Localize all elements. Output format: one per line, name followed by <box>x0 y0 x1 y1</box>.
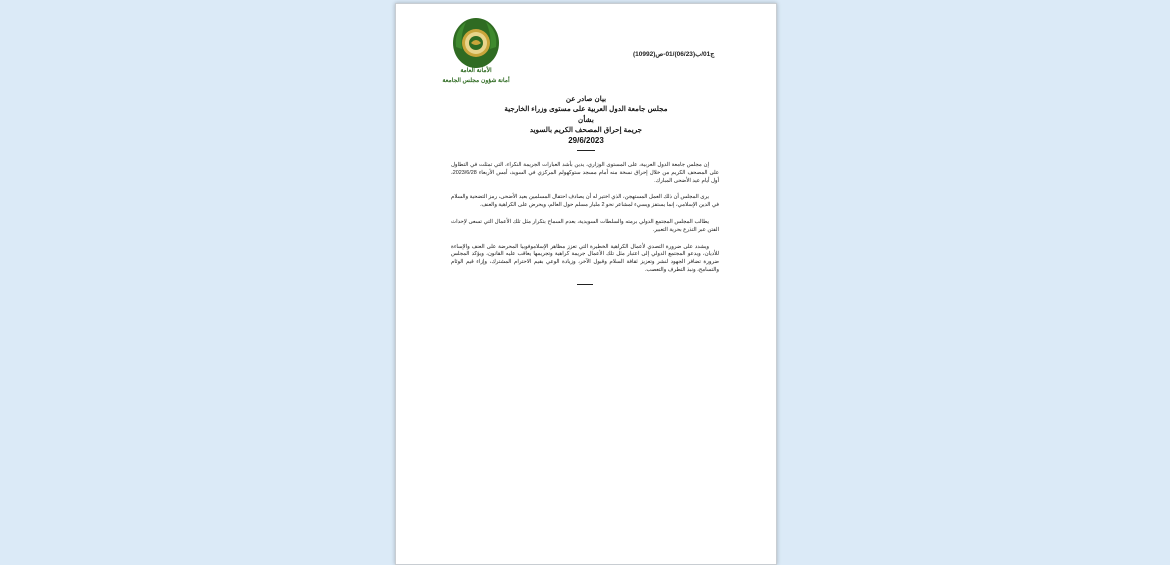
statement-heading <box>466 94 706 151</box>
statement-date: 29/6/2023 <box>568 135 604 145</box>
org-name: الأمانة العامة <box>460 68 492 74</box>
document-page <box>395 3 777 565</box>
heading-line-1: بيان صادر عن <box>565 94 607 103</box>
heading-divider <box>577 150 595 151</box>
heading-line-3: بشأن <box>578 114 594 124</box>
heading-line-2: مجلس جامعة الدول العربية على مستوى وزراء الخارجية <box>504 104 668 114</box>
org-department: أمانة شؤون مجلس الجامعة <box>442 78 510 84</box>
paragraph: إن مجلس جامعة الدول العربية، على المستوى الوزاري، يدين بأشد العبارات الجريمة النكراء، التي تمثلت في التطاول على المصحف الكريم من خلال إحراق نسخة منه أمام مسجد ستوكهولم المركزي في السويد، أمس الأربعاء 2023/6/28، أول أيام عيد الأضحى المبارك. <box>451 162 719 184</box>
statement-body <box>451 162 719 285</box>
reference-number: ج01/ب(06/23)/01-ص(10992) <box>633 51 715 58</box>
heading-line-4: جريمة إحراق المصحف الكريم بالسويد <box>529 125 643 135</box>
arab-league-emblem-icon <box>452 17 500 69</box>
closing-divider <box>577 284 593 285</box>
paragraph: يطالب المجلس المجتمع الدولي برمته والسلطات السويدية، بعدم السماح بتكرار مثل تلك الأعمال التي تسعى لإحداث الفتن عبر التذرع بحرية التعبير. <box>451 218 719 233</box>
paragraph: يرى المجلس أن ذلك العمل المستهجن، الذي اختير له أن يصادف احتفال المسلمين بعيد الأضحى، رمز التضحية والسلام في الدين الإسلامي، إنما يستفز ويسيء لمشاعر نحو 2 مليار مسلم حول العالم، ويحرض على الكراهية والعنف. <box>451 194 719 209</box>
paragraph: ويشدد على ضرورة التصدي لأعمال الكراهية الخطيرة التي تعزز مظاهر الإسلاموفوبيا المحرضة على العنف والإساءة للأديان، ويدعو المجتمع الدولي إلى اعتبار مثل تلك الأعمال جريمة كراهية وتجريمها يعاقب عليه القانون، ويؤكد المجلس ضرورة تضافر الجهود لنشر وتعزيز ثقافة السلام وقبول الآخر، وزيادة الوعي بقيم الاحترام المشترك، وإزاء قيم الوئام والتسامح، ونبذ التطرف والتعصب. <box>451 243 719 273</box>
